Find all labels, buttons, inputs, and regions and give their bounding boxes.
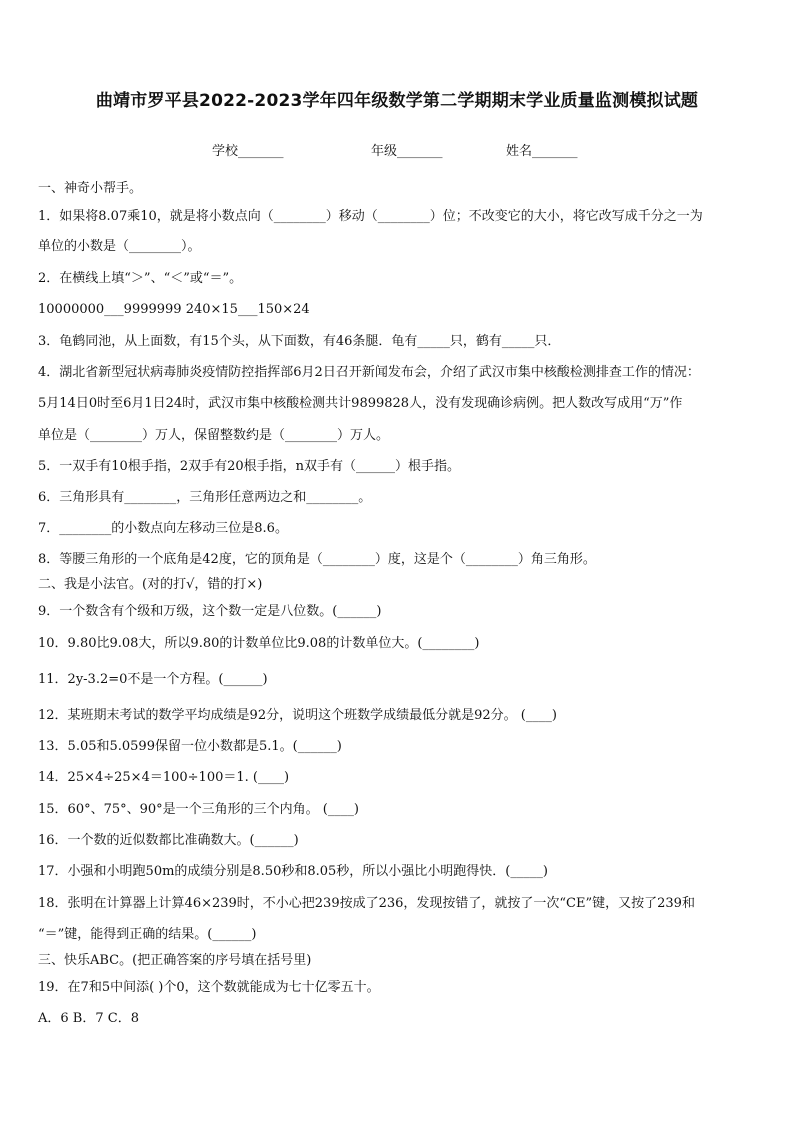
- question-11: 11．2y-3.2=0不是一个方程。(______): [38, 672, 268, 687]
- question-19-options: A．6 B．7 C．8: [38, 1011, 139, 1026]
- question-5: 5．一双手有10根手指，2双手有20根手指，n双手有（______）根手指。: [38, 459, 460, 474]
- question-6: 6．三角形具有________，三角形任意两边之和________。: [38, 490, 372, 505]
- grade-field: 年级_______: [371, 144, 443, 159]
- question-1-line-1: 1．如果将8.07乘10，就是将小数点向（________）移动（________）位；不改变它的大小，将它改写成千分之一为: [38, 209, 703, 224]
- question-2-items: 10000000___9999999 240×15___150×24: [38, 302, 310, 317]
- question-17: 17．小强和小明跑50m的成绩分别是8.50秒和8.05秒，所以小强比小明跑得快．(_____): [38, 864, 548, 879]
- question-8: 8．等腰三角形的一个底角是42度，它的顶角是（________）度，这是个（________）角三角形。: [38, 552, 596, 567]
- question-10: 10．9.80比9.08大，所以9.80的计数单位比9.08的计数单位大。(________): [38, 636, 480, 651]
- name-field: 姓名_______: [506, 144, 578, 159]
- question-7: 7．________的小数点向左移动三位是8.6。: [38, 521, 288, 536]
- school-field: 学校_______: [212, 144, 284, 159]
- question-9: 9．一个数含有个级和万级，这个数一定是八位数。(______): [38, 604, 382, 619]
- question-4-line-3: 单位是（________）万人，保留整数约是（________）万人。: [38, 428, 390, 443]
- question-18-line-1: 18．张明在计算器上计算46×239时，不小心把239按成了236，发现按错了，就按了一次“CE”键，又按了239和: [38, 896, 695, 911]
- section-3-heading: 三、快乐ABC。(把正确答案的序号填在括号里): [38, 953, 312, 968]
- question-4-line-2: 5月14日0时至6月1日24时，武汉市集中核酸检测共计9899828人，没有发现确诊病例。把人数改写成用“万”作: [38, 396, 683, 411]
- question-4-line-1: 4．湖北省新型冠状病毒肺炎疫情防控指挥部6月2日召开新闻发布会，介绍了武汉市集中核酸检测排查工作的情况：: [38, 365, 700, 380]
- question-13: 13．5.05和5.0599保留一位小数都是5.1。(______): [38, 739, 342, 754]
- page-title: 曲靖市罗平县2022-2023学年四年级数学第二学期期末学业质量监测模拟试题: [95, 91, 699, 111]
- question-3: 3．龟鹤同池，从上面数，有15个头，从下面数，有46条腿．龟有_____只，鹤有_____只．: [38, 334, 561, 349]
- question-16: 16．一个数的近似数都比准确数大。(______): [38, 833, 299, 848]
- question-15: 15．60°、75°、90°是一个三角形的三个内角。 (____): [38, 802, 359, 817]
- question-1-line-2: 单位的小数是（________）。: [38, 239, 201, 254]
- question-18-line-2: “＝”键，能得到正确的结果。(______): [38, 927, 257, 942]
- question-12: 12．某班期末考试的数学平均成绩是92分，说明这个班数学成绩最低分就是92分。 (____): [38, 708, 557, 723]
- question-2: 2．在横线上填“＞”、“＜”或“＝”。: [38, 271, 243, 286]
- section-2-heading: 二、我是小法官。(对的打√，错的打×): [38, 577, 263, 592]
- question-14: 14．25×4÷25×4＝100÷100＝1. (____): [38, 770, 290, 785]
- section-1-heading: 一、神奇小帮手。: [38, 181, 143, 196]
- question-19: 19．在7和5中间添( )个0，这个数就能成为七十亿零五十。: [38, 980, 380, 995]
